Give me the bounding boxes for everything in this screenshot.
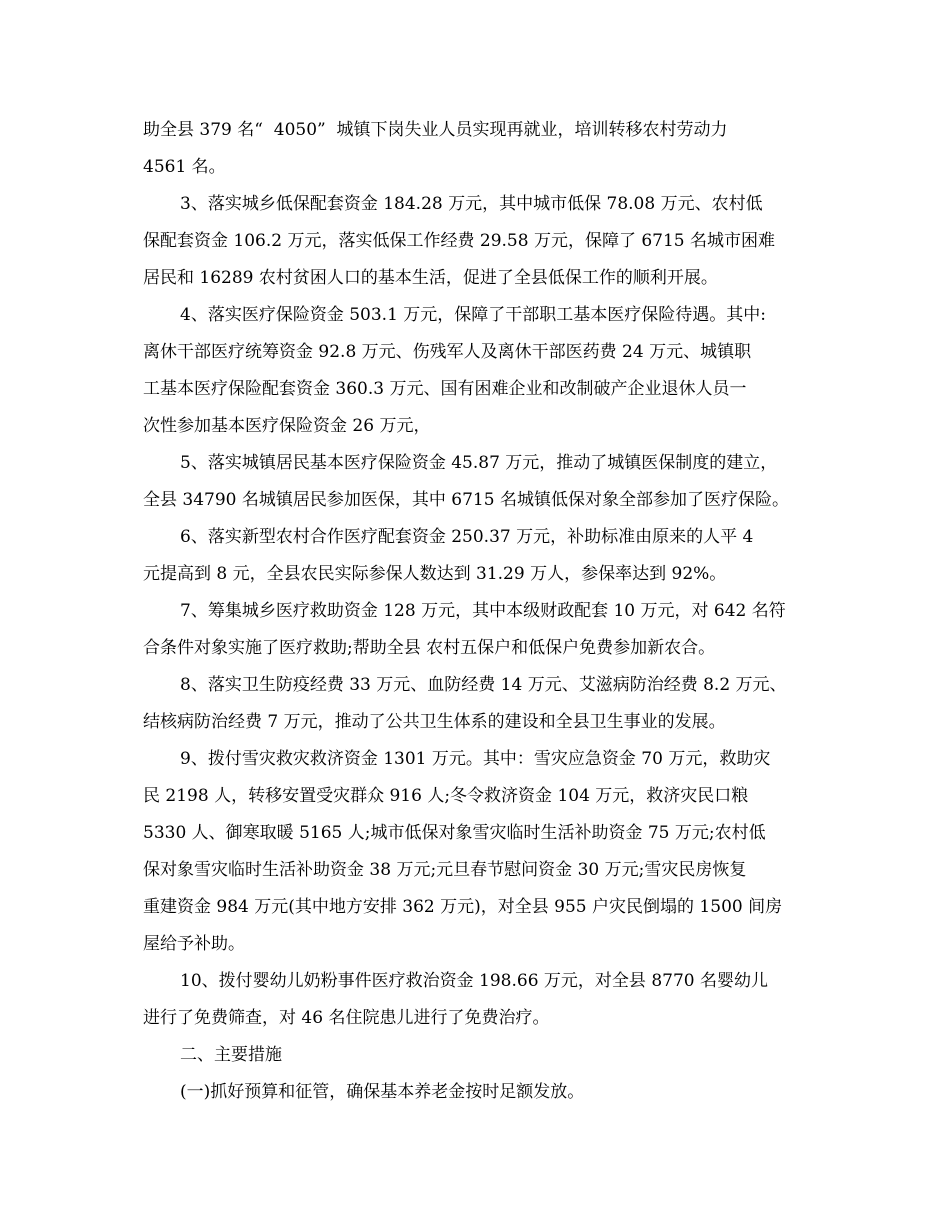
subsection-heading-1: [143, 1074, 823, 1111]
text-line: 5330 人、御寒取暖 5165 人;城市低保对象雪灾临时生活补助资金 75 万元;农村低: [143, 823, 766, 843]
text-line: 4561 名。: [143, 157, 226, 177]
section-heading: 二、主要措施: [180, 1045, 282, 1065]
text-line: 6、落实新型农村合作医疗配套资金 250.37 万元，补助标准由原来的人平 4: [180, 527, 754, 547]
text-line: 元提高到 8 元，全县农民实际参保人数达到 31.29 万人，参保率达到 92%。: [143, 564, 727, 584]
text-line: 进行了免费筛查，对 46 名住院患儿进行了免费治疗。: [143, 1008, 550, 1028]
paragraph-item-10: [143, 963, 823, 1037]
text-line: 保对象雪灾临时生活补助资金 38 万元;元旦春节慰问资金 30 万元;雪灾民房恢复: [143, 860, 747, 880]
paragraph-reemployment: [143, 112, 823, 186]
section-heading-main-measures: [143, 1037, 823, 1074]
text-line: 5、落实城镇居民基本医疗保险资金 45.87 万元，推动了城镇医保制度的建立，: [180, 453, 778, 473]
paragraph-item-3: [143, 186, 823, 297]
text-line: 7、筹集城乡医疗救助资金 128 万元，其中本级财政配套 10 万元，对 642 名符: [180, 601, 786, 621]
text-line: 重建资金 984 万元(其中地方安排 362 万元)，对全县 955 户灾民倒塌的 1500 间房: [143, 897, 783, 917]
text-line: 4、落实医疗保险资金 503.1 万元，保障了干部职工基本医疗保险待遇。其中:: [180, 305, 767, 325]
text-line: 8、落实卫生防疫经费 33 万元、血防经费 14 万元、艾滋病防治经费 8.2 万元、: [180, 675, 787, 695]
text-line: 合条件对象实施了医疗救助;帮助全县 农村五保户和低保户免费参加新农合。: [143, 638, 716, 658]
paragraph-item-5: [143, 445, 823, 519]
paragraph-item-9: [143, 741, 823, 963]
text-line: 居民和 16289 农村贫困人口的基本生活，促进了全县低保工作的顺利开展。: [143, 268, 718, 288]
paragraph-item-7: [143, 593, 823, 667]
text-line: 10、拨付婴幼儿奶粉事件医疗救治资金 198.66 万元，对全县 8770 名婴幼儿: [180, 971, 768, 991]
text-line: 9、拨付雪灾救灾救济资金 1301 万元。其中：雪灾应急资金 70 万元，救助灾: [180, 749, 771, 769]
paragraph-item-8: [143, 667, 823, 741]
text-line: 结核病防治经费 7 万元，推动了公共卫生体系的建设和全县卫生事业的发展。: [143, 712, 726, 732]
text-line: 民 2198 人，转移安置受灾群众 916 人;冬令救济资金 104 万元，救济灾民口粮: [143, 786, 749, 806]
text-line: 工基本医疗保险配套资金 360.3 万元、国有困难企业和改制破产企业退休人员一: [143, 379, 747, 399]
text-line: 离休干部医疗统筹资金 92.8 万元、伤残军人及离休干部医药费 24 万元、城镇职: [143, 342, 752, 362]
text-line: 保配套资金 106.2 万元，落实低保工作经费 29.58 万元，保障了 6715 名城市困难: [143, 231, 776, 251]
paragraph-item-6: [143, 519, 823, 593]
text-line: 助全县 379 名“ 4050” 城镇下岗失业人员实现再就业，培训转移农村劳动力: [143, 120, 728, 140]
subsection-heading: (一)抓好预算和征管，确保基本养老金按时足额发放。: [180, 1082, 585, 1102]
paragraph-item-4: [143, 297, 823, 445]
body-text: [143, 112, 823, 1111]
text-line: 3、落实城乡低保配套资金 184.28 万元，其中城市低保 78.08 万元、农村低: [180, 194, 763, 214]
text-line: 全县 34790 名城镇居民参加医保，其中 6715 名城镇低保对象全部参加了医疗保险。: [143, 490, 789, 510]
text-line: 次性参加基本医疗保险资金 26 万元，: [143, 416, 431, 436]
text-line: 屋给予补助。: [143, 934, 245, 954]
